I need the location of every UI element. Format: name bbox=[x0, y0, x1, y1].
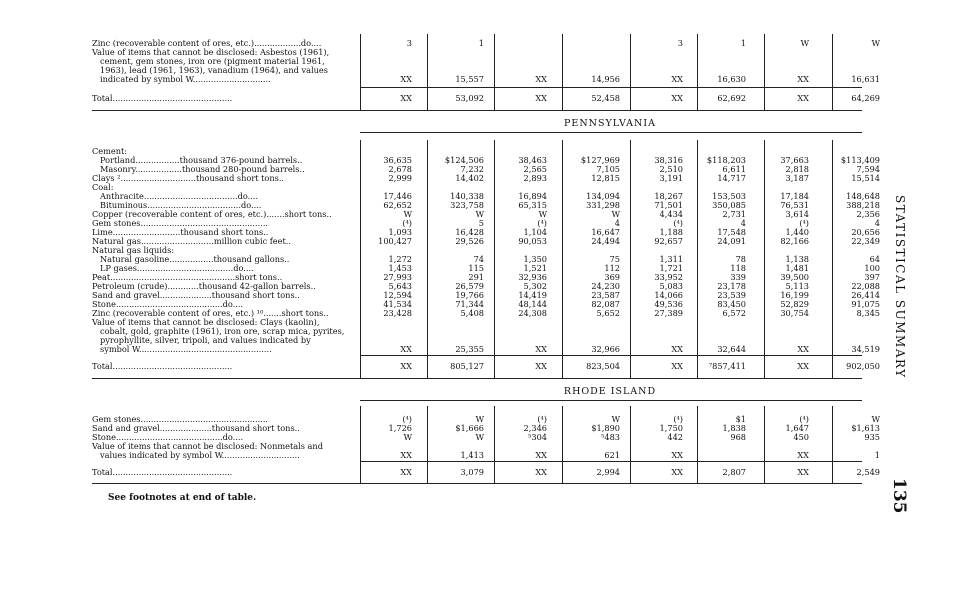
table-cell: 16,199 bbox=[780, 290, 809, 300]
table-cell: 23,587 bbox=[591, 290, 620, 300]
column-rule bbox=[832, 140, 833, 378]
table-cell: 4 bbox=[874, 218, 880, 228]
table-cell: 7,105 bbox=[596, 164, 620, 174]
table-cell: 1,481 bbox=[785, 263, 809, 273]
section-heading-rule bbox=[360, 132, 862, 133]
table-cell: 7,232 bbox=[460, 164, 484, 174]
table-cell: 23,428 bbox=[383, 308, 412, 318]
table-cell: 48,144 bbox=[518, 299, 547, 309]
total-cell: 3,079 bbox=[460, 467, 484, 477]
row-label: pyrophyllite, silver, tripoli, and values indicated by bbox=[100, 335, 311, 345]
table-cell: 76,531 bbox=[780, 200, 809, 210]
table-cell: 78 bbox=[735, 254, 746, 264]
table-cell: 1,272 bbox=[388, 254, 412, 264]
column-rule bbox=[764, 406, 765, 483]
column-rule bbox=[832, 34, 833, 110]
section-heading: RHODE ISLAND bbox=[563, 386, 657, 397]
table-cell: (⁴) bbox=[402, 218, 412, 228]
table-cell: 91,075 bbox=[851, 299, 880, 309]
column-rule bbox=[360, 34, 361, 110]
bottom-rule bbox=[92, 483, 862, 484]
table-cell: 2,999 bbox=[388, 173, 412, 183]
table-cell: 17,548 bbox=[717, 227, 746, 237]
row-label: Natural gas............................million cubic feet.. bbox=[92, 236, 291, 246]
table-cell: 16,631 bbox=[851, 74, 880, 84]
total-cell: XX bbox=[671, 467, 683, 477]
table-cell: 6,572 bbox=[722, 308, 746, 318]
total-cell: ⁷857,411 bbox=[708, 361, 746, 371]
table-cell: 74 bbox=[473, 254, 484, 264]
total-row-label: Total.............................................. bbox=[92, 361, 233, 371]
table-cell: 331,298 bbox=[586, 200, 620, 210]
table-cell: 52,829 bbox=[780, 299, 809, 309]
table-cell: XX bbox=[797, 450, 809, 460]
column-rule bbox=[494, 140, 495, 378]
row-label: Peat................................................short tons.. bbox=[92, 272, 283, 282]
table-cell: 38,463 bbox=[518, 155, 547, 165]
table-cell: 5,652 bbox=[596, 308, 620, 318]
total-cell: XX bbox=[671, 93, 683, 103]
column-rule bbox=[630, 140, 631, 378]
row-label: cobalt, gold, graphite (1961), iron ore, scrap mica, pyrites, bbox=[100, 326, 345, 336]
column-rule bbox=[764, 140, 765, 378]
table-cell: ⁵483 bbox=[601, 432, 620, 442]
table-cell: 1 bbox=[740, 38, 746, 48]
row-label: Stone.........................................do.... bbox=[92, 432, 244, 442]
table-cell: $1,613 bbox=[851, 423, 880, 433]
table-cell: (⁴) bbox=[402, 414, 412, 424]
table-cell: 4,434 bbox=[659, 209, 683, 219]
table-cell: $1,890 bbox=[591, 423, 620, 433]
table-cell: 26,414 bbox=[851, 290, 880, 300]
table-cell: 23,178 bbox=[717, 281, 746, 291]
section-heading: PENNSYLVANIA bbox=[564, 118, 656, 129]
table-cell: XX bbox=[535, 450, 547, 460]
table-cell: (⁴) bbox=[537, 414, 547, 424]
table-cell: 14,402 bbox=[455, 173, 484, 183]
table-cell: 1,453 bbox=[388, 263, 412, 273]
table-cell: 100 bbox=[864, 263, 880, 273]
column-rule bbox=[832, 406, 833, 483]
table-cell: 5,408 bbox=[460, 308, 484, 318]
column-rule bbox=[697, 34, 698, 110]
table-cell: (⁴) bbox=[799, 414, 809, 424]
table-cell: 2,818 bbox=[785, 164, 809, 174]
row-label: values indicated by symbol W.............................. bbox=[100, 450, 300, 460]
footnote-reference: See footnotes at end of table. bbox=[108, 493, 257, 503]
table-cell: 4 bbox=[740, 218, 746, 228]
total-cell: 823,504 bbox=[586, 361, 620, 371]
row-label: Natural gas liquids: bbox=[92, 245, 175, 255]
table-cell: 621 bbox=[604, 450, 620, 460]
table-cell: XX bbox=[400, 344, 412, 354]
table-cell: XX bbox=[797, 74, 809, 84]
table-cell: XX bbox=[535, 344, 547, 354]
page-number: 135 bbox=[889, 478, 909, 514]
table-cell: 8,345 bbox=[856, 308, 880, 318]
total-cell: XX bbox=[400, 361, 412, 371]
table-cell: 14,066 bbox=[654, 290, 683, 300]
table-cell: 22,349 bbox=[851, 236, 880, 246]
table-cell: ⁵304 bbox=[528, 432, 547, 442]
table-cell: 1,413 bbox=[460, 450, 484, 460]
table-cell: 24,091 bbox=[717, 236, 746, 246]
table-cell: 19,766 bbox=[455, 290, 484, 300]
table-cell: 4 bbox=[614, 218, 620, 228]
table-cell: 38,316 bbox=[654, 155, 683, 165]
table-cell: 450 bbox=[793, 432, 809, 442]
total-row-label: Total.............................................. bbox=[92, 467, 233, 477]
table-cell: 32,936 bbox=[518, 272, 547, 282]
row-label: Clays ².............................thousand short tons.. bbox=[92, 173, 285, 183]
running-head: STATISTICAL SUMMARY bbox=[893, 195, 907, 379]
table-cell: 12,594 bbox=[383, 290, 412, 300]
table-cell: 20,656 bbox=[851, 227, 880, 237]
table-cell: $113,409 bbox=[840, 155, 880, 165]
table-cell: 82,166 bbox=[780, 236, 809, 246]
section-rule bbox=[92, 378, 862, 379]
table-cell: 1,311 bbox=[659, 254, 683, 264]
table-cell: 1,104 bbox=[523, 227, 547, 237]
table-cell: 369 bbox=[604, 272, 620, 282]
column-rule bbox=[494, 34, 495, 110]
total-cell: XX bbox=[671, 361, 683, 371]
table-cell: 16,894 bbox=[518, 191, 547, 201]
row-label: Zinc (recoverable content of ores, etc.) ¹⁰.......short tons.. bbox=[92, 308, 329, 318]
table-cell: 27,389 bbox=[654, 308, 683, 318]
row-label: Copper (recoverable content of ores, etc.).......short tons.. bbox=[92, 209, 332, 219]
table-cell: 32,966 bbox=[591, 344, 620, 354]
table-cell: 2,356 bbox=[856, 209, 880, 219]
total-cell: XX bbox=[797, 93, 809, 103]
table-cell: 1,647 bbox=[785, 423, 809, 433]
table-cell: 2,678 bbox=[388, 164, 412, 174]
table-cell: 15,557 bbox=[455, 74, 484, 84]
column-rule bbox=[427, 140, 428, 378]
row-label: cement, gem stones, iron ore (pigment material 1961, bbox=[100, 56, 325, 66]
table-cell: 62,652 bbox=[383, 200, 412, 210]
total-rule bbox=[360, 461, 862, 462]
column-rule bbox=[697, 406, 698, 483]
table-cell: 16,647 bbox=[591, 227, 620, 237]
table-cell: 25,355 bbox=[455, 344, 484, 354]
table-cell: 5 bbox=[478, 218, 484, 228]
table-cell: 339 bbox=[730, 272, 746, 282]
table-cell: $1 bbox=[735, 414, 746, 424]
table-cell: 153,503 bbox=[712, 191, 746, 201]
row-label: Natural gasoline.................thousand gallons.. bbox=[100, 254, 290, 264]
table-cell: 3,187 bbox=[785, 173, 809, 183]
table-cell: XX bbox=[671, 74, 683, 84]
total-cell: XX bbox=[400, 467, 412, 477]
total-cell: XX bbox=[797, 467, 809, 477]
table-cell: 1,521 bbox=[523, 263, 547, 273]
table-cell: 29,526 bbox=[455, 236, 484, 246]
table-cell: 100,427 bbox=[378, 236, 412, 246]
table-cell: 442 bbox=[667, 432, 683, 442]
total-cell: 62,692 bbox=[717, 93, 746, 103]
table-cell: $1,666 bbox=[455, 423, 484, 433]
column-rule bbox=[630, 34, 631, 110]
table-cell: 75 bbox=[609, 254, 620, 264]
table-cell: 2,893 bbox=[523, 173, 547, 183]
table-cell: 15,514 bbox=[851, 173, 880, 183]
table-cell: 23,539 bbox=[717, 290, 746, 300]
row-label: Anthracite....................................do.... bbox=[100, 191, 259, 201]
table-cell: 3 bbox=[406, 38, 412, 48]
table-cell: (⁴) bbox=[537, 218, 547, 228]
table-cell: 36,635 bbox=[383, 155, 412, 165]
table-cell: XX bbox=[400, 450, 412, 460]
row-label: Sand and gravel....................thousand short tons.. bbox=[92, 290, 300, 300]
table-cell: 397 bbox=[864, 272, 880, 282]
table-cell: 7,594 bbox=[856, 164, 880, 174]
column-rule bbox=[697, 140, 698, 378]
table-cell: W bbox=[611, 414, 620, 424]
table-cell: W bbox=[800, 38, 809, 48]
total-cell: XX bbox=[535, 361, 547, 371]
table-cell: 6,611 bbox=[722, 164, 746, 174]
table-cell: 115 bbox=[468, 263, 484, 273]
table-cell: 65,315 bbox=[518, 200, 547, 210]
total-cell: XX bbox=[535, 467, 547, 477]
row-label: indicated by symbol W.............................. bbox=[100, 74, 271, 84]
row-label: Value of items that cannot be disclosed: Asbestos (1961), bbox=[92, 47, 330, 57]
row-label: Sand and gravel....................thousand short tons.. bbox=[92, 423, 300, 433]
table-cell: W bbox=[403, 432, 412, 442]
table-cell: 18,267 bbox=[654, 191, 683, 201]
row-label: Portland.................thousand 376-pound barrels.. bbox=[100, 155, 303, 165]
row-label: Bituminous....................................do.... bbox=[100, 200, 262, 210]
table-cell: 1,750 bbox=[659, 423, 683, 433]
table-cell: 2,346 bbox=[523, 423, 547, 433]
table-cell: 148,648 bbox=[846, 191, 880, 201]
total-cell: XX bbox=[797, 361, 809, 371]
total-cell: XX bbox=[400, 93, 412, 103]
table-cell: XX bbox=[400, 74, 412, 84]
table-cell: (⁴) bbox=[799, 218, 809, 228]
row-label: Cement: bbox=[92, 146, 128, 156]
table-cell: XX bbox=[797, 344, 809, 354]
table-cell: 2,731 bbox=[722, 209, 746, 219]
column-rule bbox=[562, 406, 563, 483]
total-cell: 2,549 bbox=[856, 467, 880, 477]
table-cell: XX bbox=[535, 74, 547, 84]
row-label: Value of items that cannot be disclosed: Clays (kaolin), bbox=[92, 317, 320, 327]
table-cell: 140,338 bbox=[450, 191, 484, 201]
column-rule bbox=[494, 406, 495, 483]
total-cell: 52,458 bbox=[591, 93, 620, 103]
table-cell: 1,721 bbox=[659, 263, 683, 273]
column-rule bbox=[427, 406, 428, 483]
row-label: Zinc (recoverable content of ores, etc.)..................do.... bbox=[92, 38, 322, 48]
table-cell: 1,188 bbox=[659, 227, 683, 237]
table-cell: W bbox=[611, 209, 620, 219]
table-cell: 14,956 bbox=[591, 74, 620, 84]
row-label: Coal: bbox=[92, 182, 114, 192]
table-cell: W bbox=[475, 209, 484, 219]
table-cell: (⁴) bbox=[673, 414, 683, 424]
table-cell: 49,536 bbox=[654, 299, 683, 309]
table-cell: 14,717 bbox=[717, 173, 746, 183]
column-rule bbox=[562, 34, 563, 110]
table-cell: 388,218 bbox=[846, 200, 880, 210]
table-cell: W bbox=[871, 414, 880, 424]
total-row-label: Total.............................................. bbox=[92, 93, 233, 103]
column-rule bbox=[427, 34, 428, 110]
row-label: Gem stones................................................. bbox=[92, 414, 269, 424]
table-cell: 1,726 bbox=[388, 423, 412, 433]
column-rule bbox=[360, 406, 361, 483]
total-cell: 2,807 bbox=[722, 467, 746, 477]
table-cell: 935 bbox=[864, 432, 880, 442]
table-cell: 16,428 bbox=[455, 227, 484, 237]
row-label: Value of items that cannot be disclosed: Nonmetals and bbox=[92, 441, 323, 451]
row-label: 1963), lead (1961, 1963), vanadium (1964), and values bbox=[100, 65, 328, 75]
table-cell: 34,519 bbox=[851, 344, 880, 354]
table-cell: 350,085 bbox=[712, 200, 746, 210]
column-rule bbox=[630, 406, 631, 483]
row-label: Lime..........................thousand short tons.. bbox=[92, 227, 269, 237]
row-label: Masonry..................thousand 280-pound barrels.. bbox=[100, 164, 305, 174]
table-cell: 27,993 bbox=[383, 272, 412, 282]
table-cell: 17,446 bbox=[383, 191, 412, 201]
table-cell: 32,644 bbox=[717, 344, 746, 354]
table-cell: 3,614 bbox=[785, 209, 809, 219]
table-cell: 3 bbox=[677, 38, 683, 48]
table-cell: 5,302 bbox=[523, 281, 547, 291]
total-cell: 2,994 bbox=[596, 467, 620, 477]
table-cell: 1,350 bbox=[523, 254, 547, 264]
table-cell: 24,308 bbox=[518, 308, 547, 318]
table-cell: 1,093 bbox=[388, 227, 412, 237]
table-cell: 24,230 bbox=[591, 281, 620, 291]
table-cell: W bbox=[475, 414, 484, 424]
table-cell: 39,500 bbox=[780, 272, 809, 282]
table-cell: 71,344 bbox=[455, 299, 484, 309]
table-cell: XX bbox=[671, 344, 683, 354]
table-cell: 134,094 bbox=[586, 191, 620, 201]
table-cell: 118 bbox=[730, 263, 746, 273]
table-cell: 968 bbox=[730, 432, 746, 442]
table-cell: 22,088 bbox=[851, 281, 880, 291]
table-cell: 5,083 bbox=[659, 281, 683, 291]
table-cell: 3,191 bbox=[659, 173, 683, 183]
table-cell: 26,579 bbox=[455, 281, 484, 291]
table-cell: 83,450 bbox=[717, 299, 746, 309]
row-label: Petroleum (crude)............thousand 42-gallon barrels.. bbox=[92, 281, 316, 291]
column-rule bbox=[562, 140, 563, 378]
row-label: Gem stones................................................. bbox=[92, 218, 269, 228]
table-cell: $124,506 bbox=[444, 155, 484, 165]
table-cell: 64 bbox=[869, 254, 880, 264]
table-cell: 2,565 bbox=[523, 164, 547, 174]
row-label: symbol W................................................... bbox=[100, 344, 272, 354]
table-cell: 30,754 bbox=[780, 308, 809, 318]
table-cell: W bbox=[871, 38, 880, 48]
total-rule bbox=[360, 87, 862, 88]
table-cell: 12,815 bbox=[591, 173, 620, 183]
total-cell: 805,127 bbox=[450, 361, 484, 371]
table-cell: 1 bbox=[478, 38, 484, 48]
table-cell: 24,494 bbox=[591, 236, 620, 246]
table-cell: 17,184 bbox=[780, 191, 809, 201]
table-cell: 82,087 bbox=[591, 299, 620, 309]
row-label: Stone.........................................do.... bbox=[92, 299, 244, 309]
table-cell: XX bbox=[671, 450, 683, 460]
table-cell: W bbox=[403, 209, 412, 219]
total-cell: 64,269 bbox=[851, 93, 880, 103]
table-cell: 2,510 bbox=[659, 164, 683, 174]
table-cell: 92,657 bbox=[654, 236, 683, 246]
total-cell: 53,092 bbox=[455, 93, 484, 103]
table-cell: 33,952 bbox=[654, 272, 683, 282]
table-cell: 112 bbox=[604, 263, 620, 273]
table-cell: 1,138 bbox=[785, 254, 809, 264]
table-cell: W bbox=[475, 432, 484, 442]
table-cell: 5,113 bbox=[785, 281, 809, 291]
table-cell: 1,838 bbox=[722, 423, 746, 433]
table-cell: 1 bbox=[874, 450, 880, 460]
table-cell: 16,630 bbox=[717, 74, 746, 84]
table-cell: 323,758 bbox=[450, 200, 484, 210]
total-rule bbox=[360, 355, 862, 356]
table-cell: 41,534 bbox=[383, 299, 412, 309]
table-cell: W bbox=[538, 209, 547, 219]
section-heading-rule bbox=[360, 400, 862, 401]
table-cell: $127,969 bbox=[580, 155, 620, 165]
table-cell: 14,419 bbox=[518, 290, 547, 300]
total-cell: XX bbox=[535, 93, 547, 103]
column-rule bbox=[764, 34, 765, 110]
table-cell: (⁴) bbox=[673, 218, 683, 228]
table-cell: 5,643 bbox=[388, 281, 412, 291]
table-cell: 291 bbox=[468, 272, 484, 282]
table-cell: $118,203 bbox=[706, 155, 746, 165]
column-rule bbox=[360, 140, 361, 378]
table-cell: 37,663 bbox=[780, 155, 809, 165]
section-rule bbox=[92, 110, 862, 111]
table-cell: 1,440 bbox=[785, 227, 809, 237]
table-cell: 90,053 bbox=[518, 236, 547, 246]
table-cell: 71,501 bbox=[654, 200, 683, 210]
row-label: LP gases.....................................do.... bbox=[100, 263, 254, 273]
total-cell: 902,050 bbox=[846, 361, 880, 371]
